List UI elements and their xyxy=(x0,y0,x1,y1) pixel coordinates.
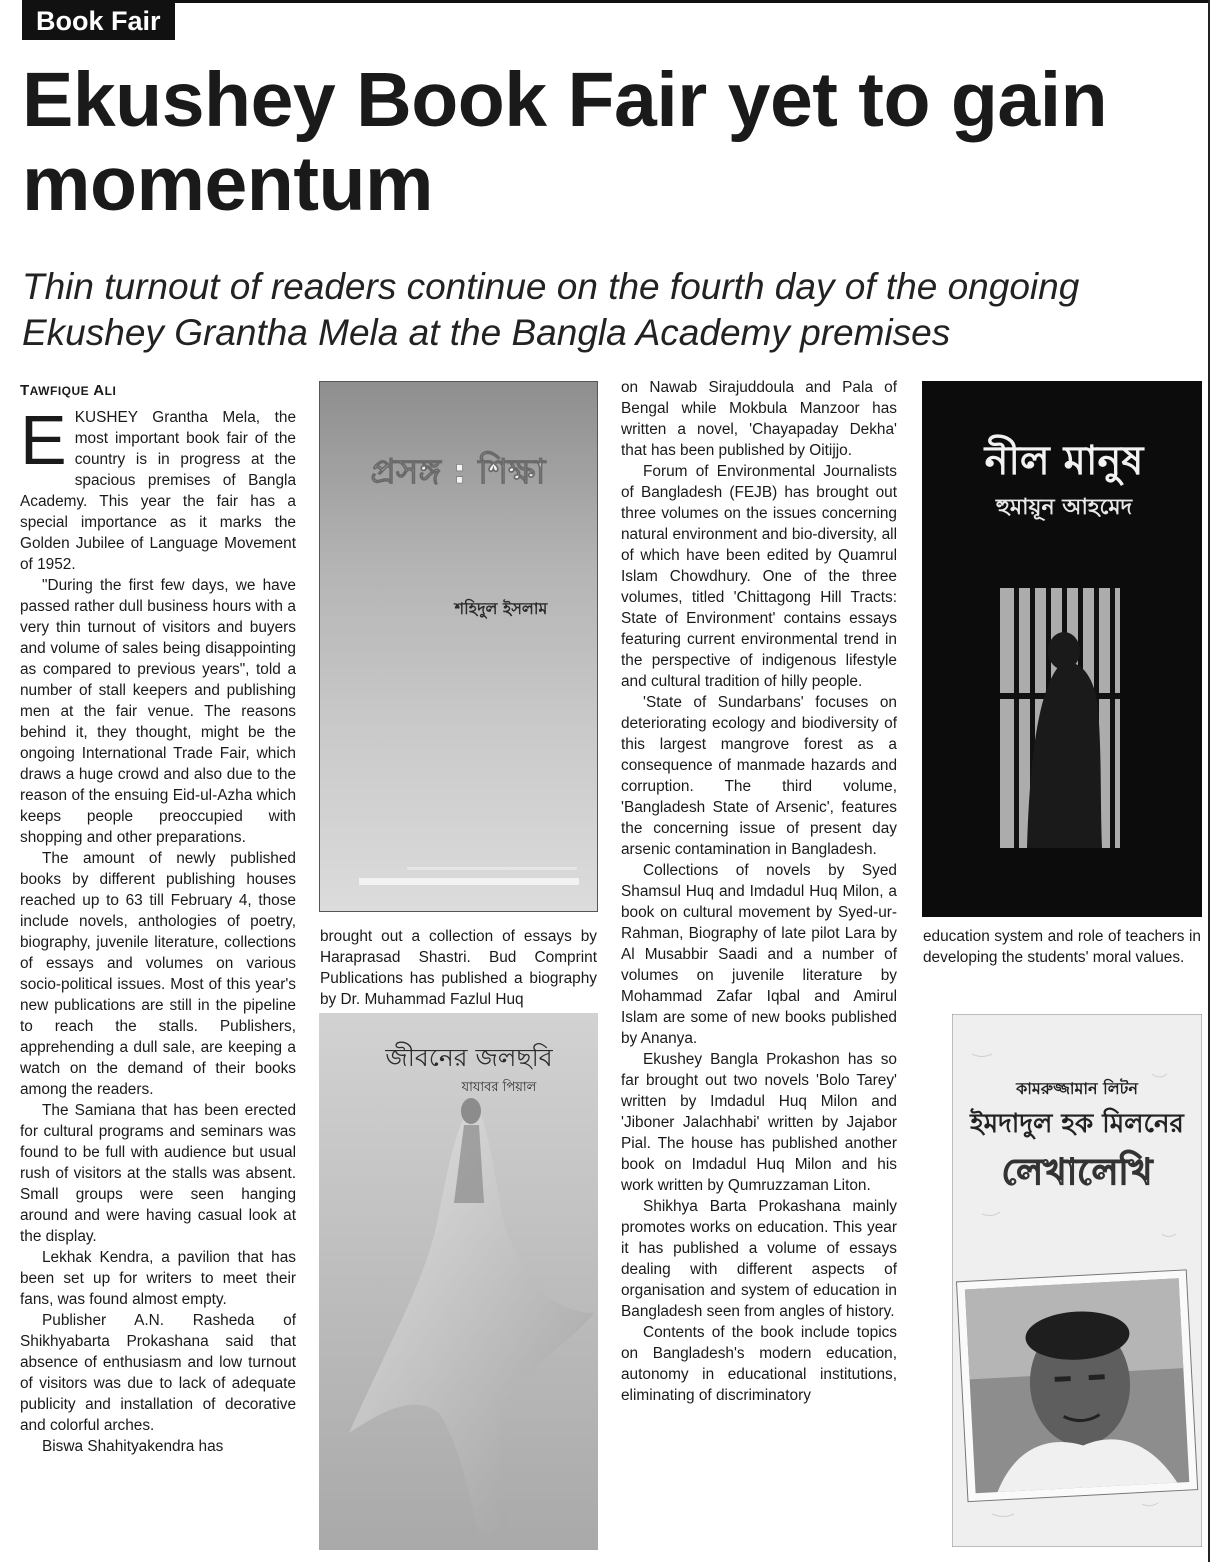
top-rule xyxy=(22,0,1210,3)
article-column-3 xyxy=(621,377,897,1406)
paragraph: education system and role of teachers in developing the students' moral values. xyxy=(923,928,1201,966)
svg-text:জীবনের জলছবি: জীবনের জলছবি xyxy=(385,1043,553,1072)
drop-cap: E xyxy=(20,401,67,479)
paragraph: EKUSHEY Grantha Mela, the most important book fair of the country is in progress at the spacious premises of Bangla Academy. This year the fair has a special importance as it marks the Golden Jubilee of Language Movement of 1952. xyxy=(20,401,296,573)
cover-image xyxy=(319,381,598,912)
book-cover-jiboner-jalachhabi xyxy=(319,1013,598,1550)
paragraph: The Samiana that has been erected for cultural programs and seminars was found to be full with audience but usual rush of visitors at the stalls was absent. Small groups were seen hanging around and were having casual look at the display. xyxy=(20,1102,296,1245)
svg-text:ইমদাদুল হক মিলনের: ইমদাদুল হক মিলনের xyxy=(970,1109,1184,1139)
book-cover-neel-manush xyxy=(922,381,1202,917)
paragraph: Forum of Environmental Journalists of Bangladesh (FEJB) has brought out three volumes on the issues concerning natural environment and bio-diversity, all of which have been edited by Quamrul Islam Chowdhury. One of the three volumes, titled 'Chittagong Hill Tracts: State of Environment' contains essays featuring current environmental trend in the perspective of indigenous lifestyle and cultural tradition of hilly people. xyxy=(621,463,897,690)
paragraph: Lekhak Kendra, a pavilion that has been set up for writers to meet their fans, was found almost empty. xyxy=(20,1249,296,1308)
paragraph: brought out a collection of essays by Haraprasad Shastri. Bud Comprint Publications has published a biography by Dr. Muhammad Fazlul Huq xyxy=(320,928,597,1008)
paragraph: Biswa Shahityakendra has xyxy=(42,1438,224,1455)
paragraph: on Nawab Sirajuddoula and Pala of Bengal while Mokbula Manzoor has written a novel, 'Chayapaday Dekha' that has been published by Oitijjo. xyxy=(621,379,897,459)
paragraph: Ekushey Bangla Prokashon has so far brought out two novels 'Bolo Tarey' written by Imdadul Huq Milon and 'Jiboner Jalachhabi' written by Jajabor Pial. The house has published another book on Imdadul Huq Milon and his work written by Qumruzzaman Liton. xyxy=(621,1051,897,1194)
article-column-2 xyxy=(320,926,597,1010)
svg-text:হুমায়ূন আহমেদ: হুমায়ূন আহমেদ xyxy=(995,495,1133,520)
paragraph: 'State of Sundarbans' focuses on deteriorating ecology and biodiversity of this largest mangrove forest as a consequence of manmade hazards and corruption. The third volume, 'Bangladesh State of Arsenic', features the concerning issue of present day arsenic contamination in Bangladesh. xyxy=(621,694,897,858)
svg-text:লেখালেখি: লেখালেখি xyxy=(1001,1152,1153,1193)
svg-text:প্রসঙ্গ : শিক্ষা: প্রসঙ্গ : শিক্ষা xyxy=(370,452,546,492)
paragraph: Shikhya Barta Prokashana mainly promotes works on education. This year it has published a volume of essays dealing with different aspects of organisation and system of education in Bangladesh seen from angles of history. xyxy=(621,1198,897,1320)
svg-text:শহিদুল ইসলাম: শহিদুল ইসলাম xyxy=(454,599,548,618)
book-cover-proshongo-shikkha xyxy=(319,381,598,912)
svg-text:যাযাবর পিয়াল: যাযাবর পিয়াল xyxy=(461,1080,537,1095)
section-tag: Book Fair xyxy=(22,3,175,40)
article-column-4 xyxy=(923,926,1201,968)
paragraph: "During the first few days, we have passed rather dull business hours with a very thin turnout of visitors and buyers and volume of sales being disappointing as compared to previous years", told a number of stall keepers and publishing men at the fair venue. The reasons behind it, they thought, might be the ongoing International Trade Fair, which draws a huge crowd and also due to the reason of the ensuing Eid-ul-Azha which keeps people preoccupied with shopping and other preparations. xyxy=(20,577,296,846)
cover-image xyxy=(952,1014,1202,1547)
paragraph: The amount of newly published books by different publishing houses reached up to 63 till February 4, those include novels, anthologies of poetry, biography, juvenile literature, collections of essays and volumes on various socio-political issues. Most of this year's new publications are still in the pipeline to reach the stalls. Publishers, apprehending a dull sale, are keeping a watch on the demand of their books among the readers. xyxy=(20,850,296,1098)
svg-text:নীল মানুষ: নীল মানুষ xyxy=(984,438,1144,484)
subheadline: Thin turnout of readers continue on the fourth day of the ongoing Ekushey Grantha Mela at the Bangla Academy premises xyxy=(22,266,1080,353)
svg-text:কামরুজ্জামান লিটন: কামরুজ্জামান লিটন xyxy=(1016,1079,1138,1098)
byline: TAWFIQUE ALI xyxy=(20,382,117,399)
right-rule xyxy=(1208,0,1210,1562)
paragraph: Contents of the book include topics on Bangladesh's modern education, autonomy in educational institutions, eliminating of discriminatory xyxy=(621,1324,897,1404)
book-cover-lekhalekhi xyxy=(952,1014,1202,1547)
cover-image xyxy=(922,381,1202,917)
article-column-1 xyxy=(20,380,296,1457)
cover-image xyxy=(319,1013,598,1550)
headline: Ekushey Book Fair yet to gain momentum xyxy=(22,57,1108,227)
paragraph: Collections of novels by Syed Shamsul Huq and Imdadul Huq Milon, a book on cultural movement by Syed-ur-Rahman, Biography of late pilot Lara by Al Musabbir Saadi and a number of volumes on juvenile literature by Mohammad Zafar Iqbal and Amirul Islam are some of new books published by Ananya. xyxy=(621,862,897,1047)
paragraph: Publisher A.N. Rasheda of Shikhyabarta Prokashana said that absence of enthusiasm and low turnout of visitors was due to lack of adequate publicity and installation of decorative and colorful arches. xyxy=(20,1312,296,1434)
